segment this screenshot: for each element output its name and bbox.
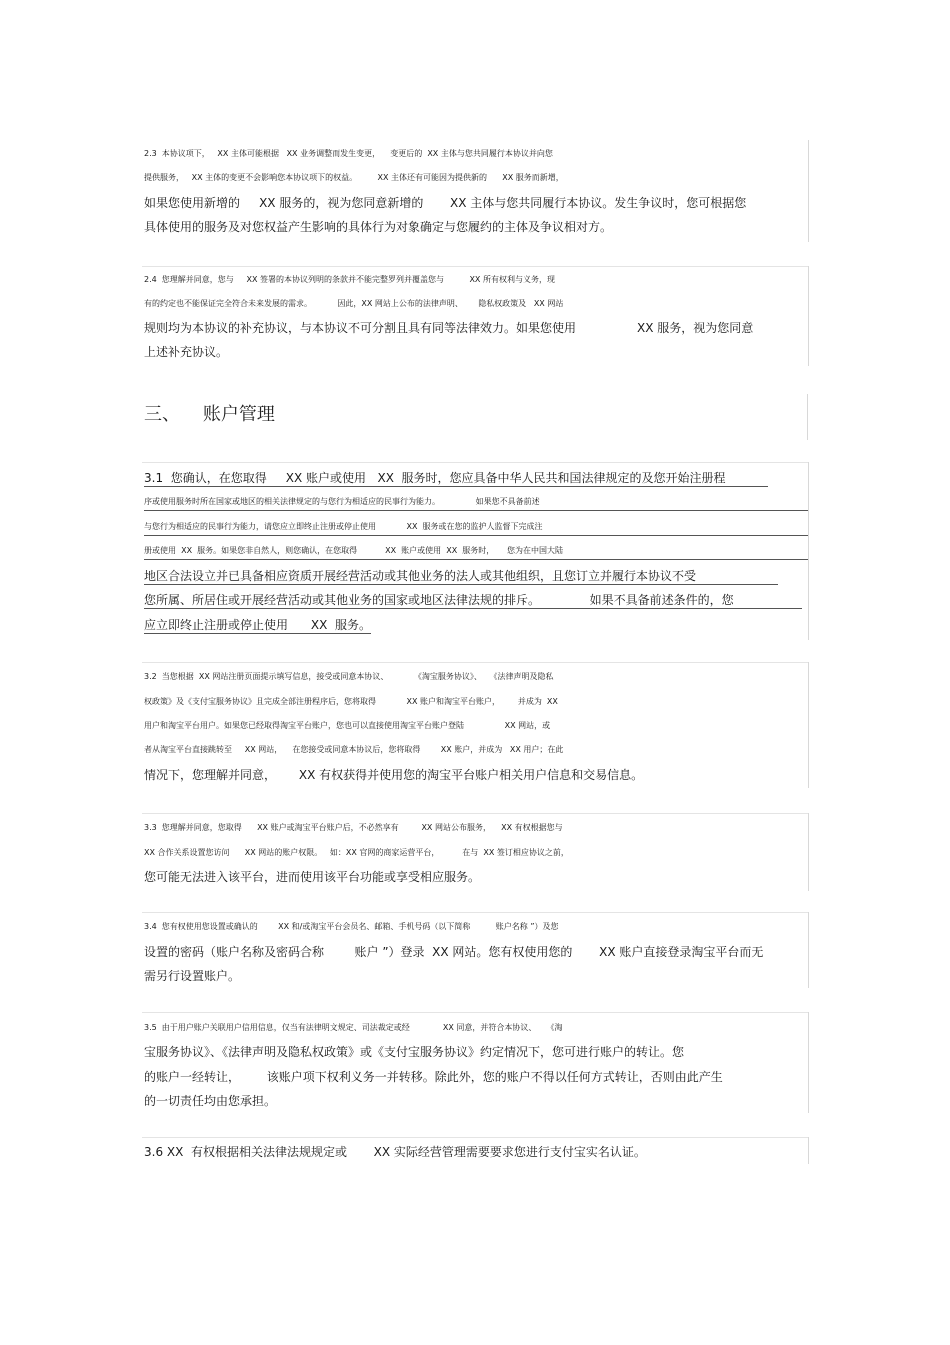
- clause-2-3: [142, 140, 809, 242]
- clause-line: 需另行设置账户。: [144, 969, 241, 983]
- clause-3-5: [142, 1012, 809, 1113]
- clause-line: 2.3 本协议项下， XX 主体可能根据 XX 业务调整而发生变更， 变更后的 XX 主体与您共同履行本协议并向您: [144, 149, 553, 158]
- divider: [807, 394, 808, 440]
- clause-line: 您所属、所居住或开展经营活动或其他业务的国家或地区法律法规的排斥。 如果不具备前述条件的，您: [144, 592, 802, 609]
- clause-3-2: [142, 662, 809, 788]
- clause-3-4: [142, 912, 809, 988]
- clause-line: 上述补充协议。: [144, 345, 229, 359]
- divider: [142, 1012, 808, 1013]
- divider: [142, 662, 808, 663]
- divider: [142, 1137, 808, 1138]
- divider: [142, 462, 808, 463]
- clause-3-1: [142, 462, 809, 640]
- clause-line: 具体使用的服务及对您权益产生影响的具体行为对象确定与您履约的主体及争议相对方。: [144, 220, 613, 234]
- section-heading: 三、 账户管理: [144, 404, 275, 425]
- clause-line: 3.4 您有权使用您设置或确认的 XX 和/或淘宝平台会员名、邮箱、手机号码（以下简称 账户名称 ”）及您: [144, 922, 559, 931]
- clause-line: 者从淘宝平台直接跳转至 XX 网站， 在您接受或同意本协议后，您将取得 XX 账户，并成为 XX 用户；在此: [144, 745, 564, 754]
- clause-3-3: [142, 813, 809, 891]
- clause-line: 用户和淘宝平台用户。如果您已经取得淘宝平台账户，您也可以直接使用淘宝平台账户登陆 XX 网站，或: [144, 721, 551, 730]
- clause-line: 有的约定也不能保证完全符合未来发展的需求。 因此，XX 网站上公布的法律声明、 隐私权政策及 XX 网站: [144, 299, 564, 308]
- clause-line: 设置的密码（账户名称及密码合称 账户 ”）登录 XX 网站。您有权使用您的 XX 账户直接登录淘宝平台而无: [144, 945, 764, 959]
- clause-line: 情况下，您理解并同意， XX 有权获得并使用您的淘宝平台账户相关用户信息和交易信息。: [144, 768, 644, 782]
- clause-line: 应立即终止注册或停止使用 XX 服务。: [144, 618, 371, 632]
- clause-line: 宝服务协议》、《法律声明及隐私权政策》或《支付宝服务协议》约定情况下，您可进行账户的转让。您: [144, 1045, 685, 1059]
- clause-line: 序或使用服务时所在国家或地区的相关法律规定的与您行为相适应的民事行为能力。 如果您不具备前述: [144, 494, 808, 511]
- clause-line: 3.6 XX 有权根据相关法律法规规定或 XX 实际经营管理需要要求您进行支付宝实名认证。: [144, 1145, 646, 1159]
- clause-line: 规则均为本协议的补充协议，与本协议不可分割且具有同等法律效力。如果您使用 XX 服务，视为您同意: [144, 321, 754, 335]
- clause-3-6: [142, 1137, 809, 1164]
- clause-line: 的一切责任均由您承担。: [144, 1094, 277, 1108]
- clause-line: 与您行为相适应的民事行为能力，请您应立即终止注册或停止使用 XX 服务或在您的监护人监督下完成注: [144, 519, 808, 536]
- clause-line: XX 合作关系设置您访问 XX 网站的账户权限。 如：XX 官网的商家运营平台， 在与 XX 签订相应协议之前，: [144, 848, 569, 857]
- clause-line: 2.4 您理解并同意，您与 XX 签署的本协议列明的条款并不能完整罗列并覆盖您与 XX 所有权利与义务，现: [144, 275, 555, 284]
- clause-line: 3.5 由于用户账户关联用户信用信息，仅当有法律明文规定、司法裁定或经 XX 同意，并符合本协议、 《淘: [144, 1023, 563, 1032]
- clause-line: 3.3 您理解并同意，您取得 XX 账户或淘宝平台账户后，不必然享有 XX 网站公布服务， XX 有权根据您与: [144, 823, 563, 832]
- divider: [142, 266, 808, 267]
- clause-line: 您可能无法进入该平台，进而使用该平台功能或享受相应服务。: [144, 870, 481, 884]
- clause-line: 的账户一经转让， 该账户项下权利义务一并转移。除此外，您的账户不得以任何方式转让，否则由此产生: [144, 1070, 723, 1084]
- clause-line: 提供服务， XX 主体的变更不会影响您本协议项下的权益。 XX 主体还有可能因为提供新的 XX 服务而新增，: [144, 173, 564, 182]
- clause-line: 3.1 您确认，在您取得 XX 账户或使用 XX 服务时，您应具备中华人民共和国法律规定的及您开始注册程: [144, 470, 768, 487]
- divider: [142, 813, 808, 814]
- clause-line: 权政策》及《支付宝服务协议》且完成全部注册程序后，您将取得 XX 账户和淘宝平台账户， 并成为 XX: [144, 697, 558, 706]
- clause-line: 如果您使用新增的 XX 服务的，视为您同意新增的 XX 主体与您共同履行本协议。发生争议时，您可根据您: [144, 196, 747, 210]
- clause-line: 3.2 当您根据 XX 网站注册页面提示填写信息，接受或同意本协议、 《淘宝服务协议》、 《法律声明及隐私: [144, 672, 554, 681]
- clause-line: 册或使用 XX 服务。如果您非自然人，则您确认，在您取得 XX 账户或使用 XX 服务时， 您为在中国大陆: [144, 543, 808, 560]
- divider: [142, 912, 808, 913]
- clause-2-4: [142, 266, 809, 366]
- clause-line: 地区合法设立并已具备相应资质开展经营活动或其他业务的法人或其他组织，且您订立并履行本协议不受: [144, 568, 778, 585]
